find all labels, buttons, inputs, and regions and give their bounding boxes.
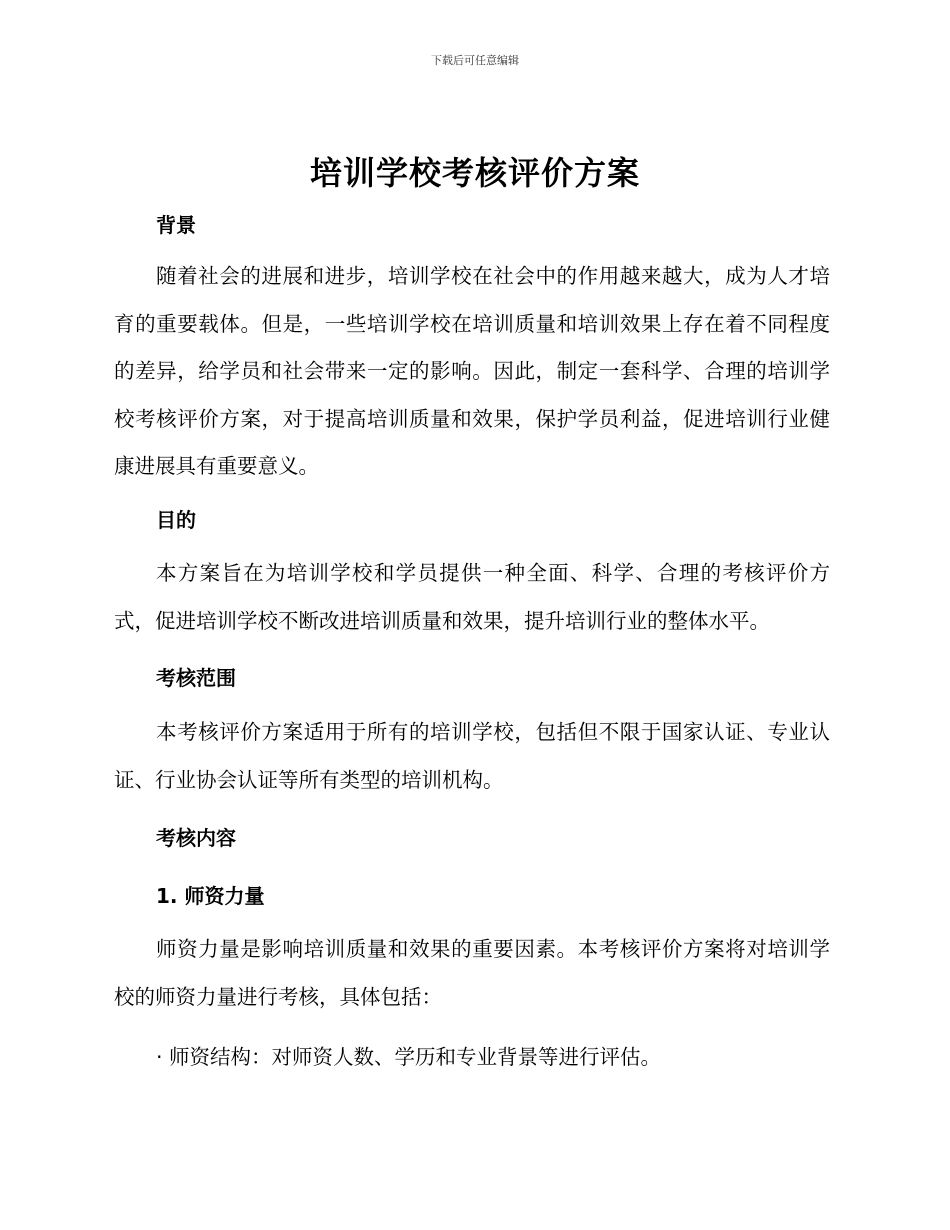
- paragraph-purpose: 本方案旨在为培训学校和学员提供一种全面、科学、合理的考核评价方式，促进培训学校不断改进培训质量和效果，提升培训行业的整体水平。: [114, 561, 830, 633]
- heading-content: 考核内容: [156, 826, 236, 850]
- heading-background: 背景: [156, 213, 196, 237]
- paragraph-background: 随着社会的进展和进步，培训学校在社会中的作用越来越大，成为人才培育的重要载体。但是，一些培训学校在培训质量和培训效果上存在着不同程度的差异，给学员和社会带来一定的影响。因此，制定一套科学、合理的培训学校考核评价方案，对于提高培训质量和效果，保护学员利益，促进培训行业健康进展具有重要意义。: [114, 264, 830, 478]
- subheading-faculty: 1. 师资力量: [156, 884, 265, 908]
- paragraph-scope: 本考核评价方案适用于所有的培训学校，包括但不限于国家认证、专业认证、行业协会认证等所有类型的培训机构。: [114, 720, 830, 792]
- heading-scope: 考核范围: [156, 666, 236, 690]
- header-note: 下载后可任意编辑: [431, 54, 519, 67]
- bullet-faculty-structure: · 师资结构：对师资人数、学历和专业背景等进行评估。: [156, 1045, 662, 1069]
- paragraph-faculty: 师资力量是影响培训质量和效果的重要因素。本考核评价方案将对培训学校的师资力量进行考核，具体包括：: [114, 937, 830, 1009]
- heading-purpose: 目的: [156, 508, 196, 532]
- document-title: 培训学校考核评价方案: [309, 154, 640, 192]
